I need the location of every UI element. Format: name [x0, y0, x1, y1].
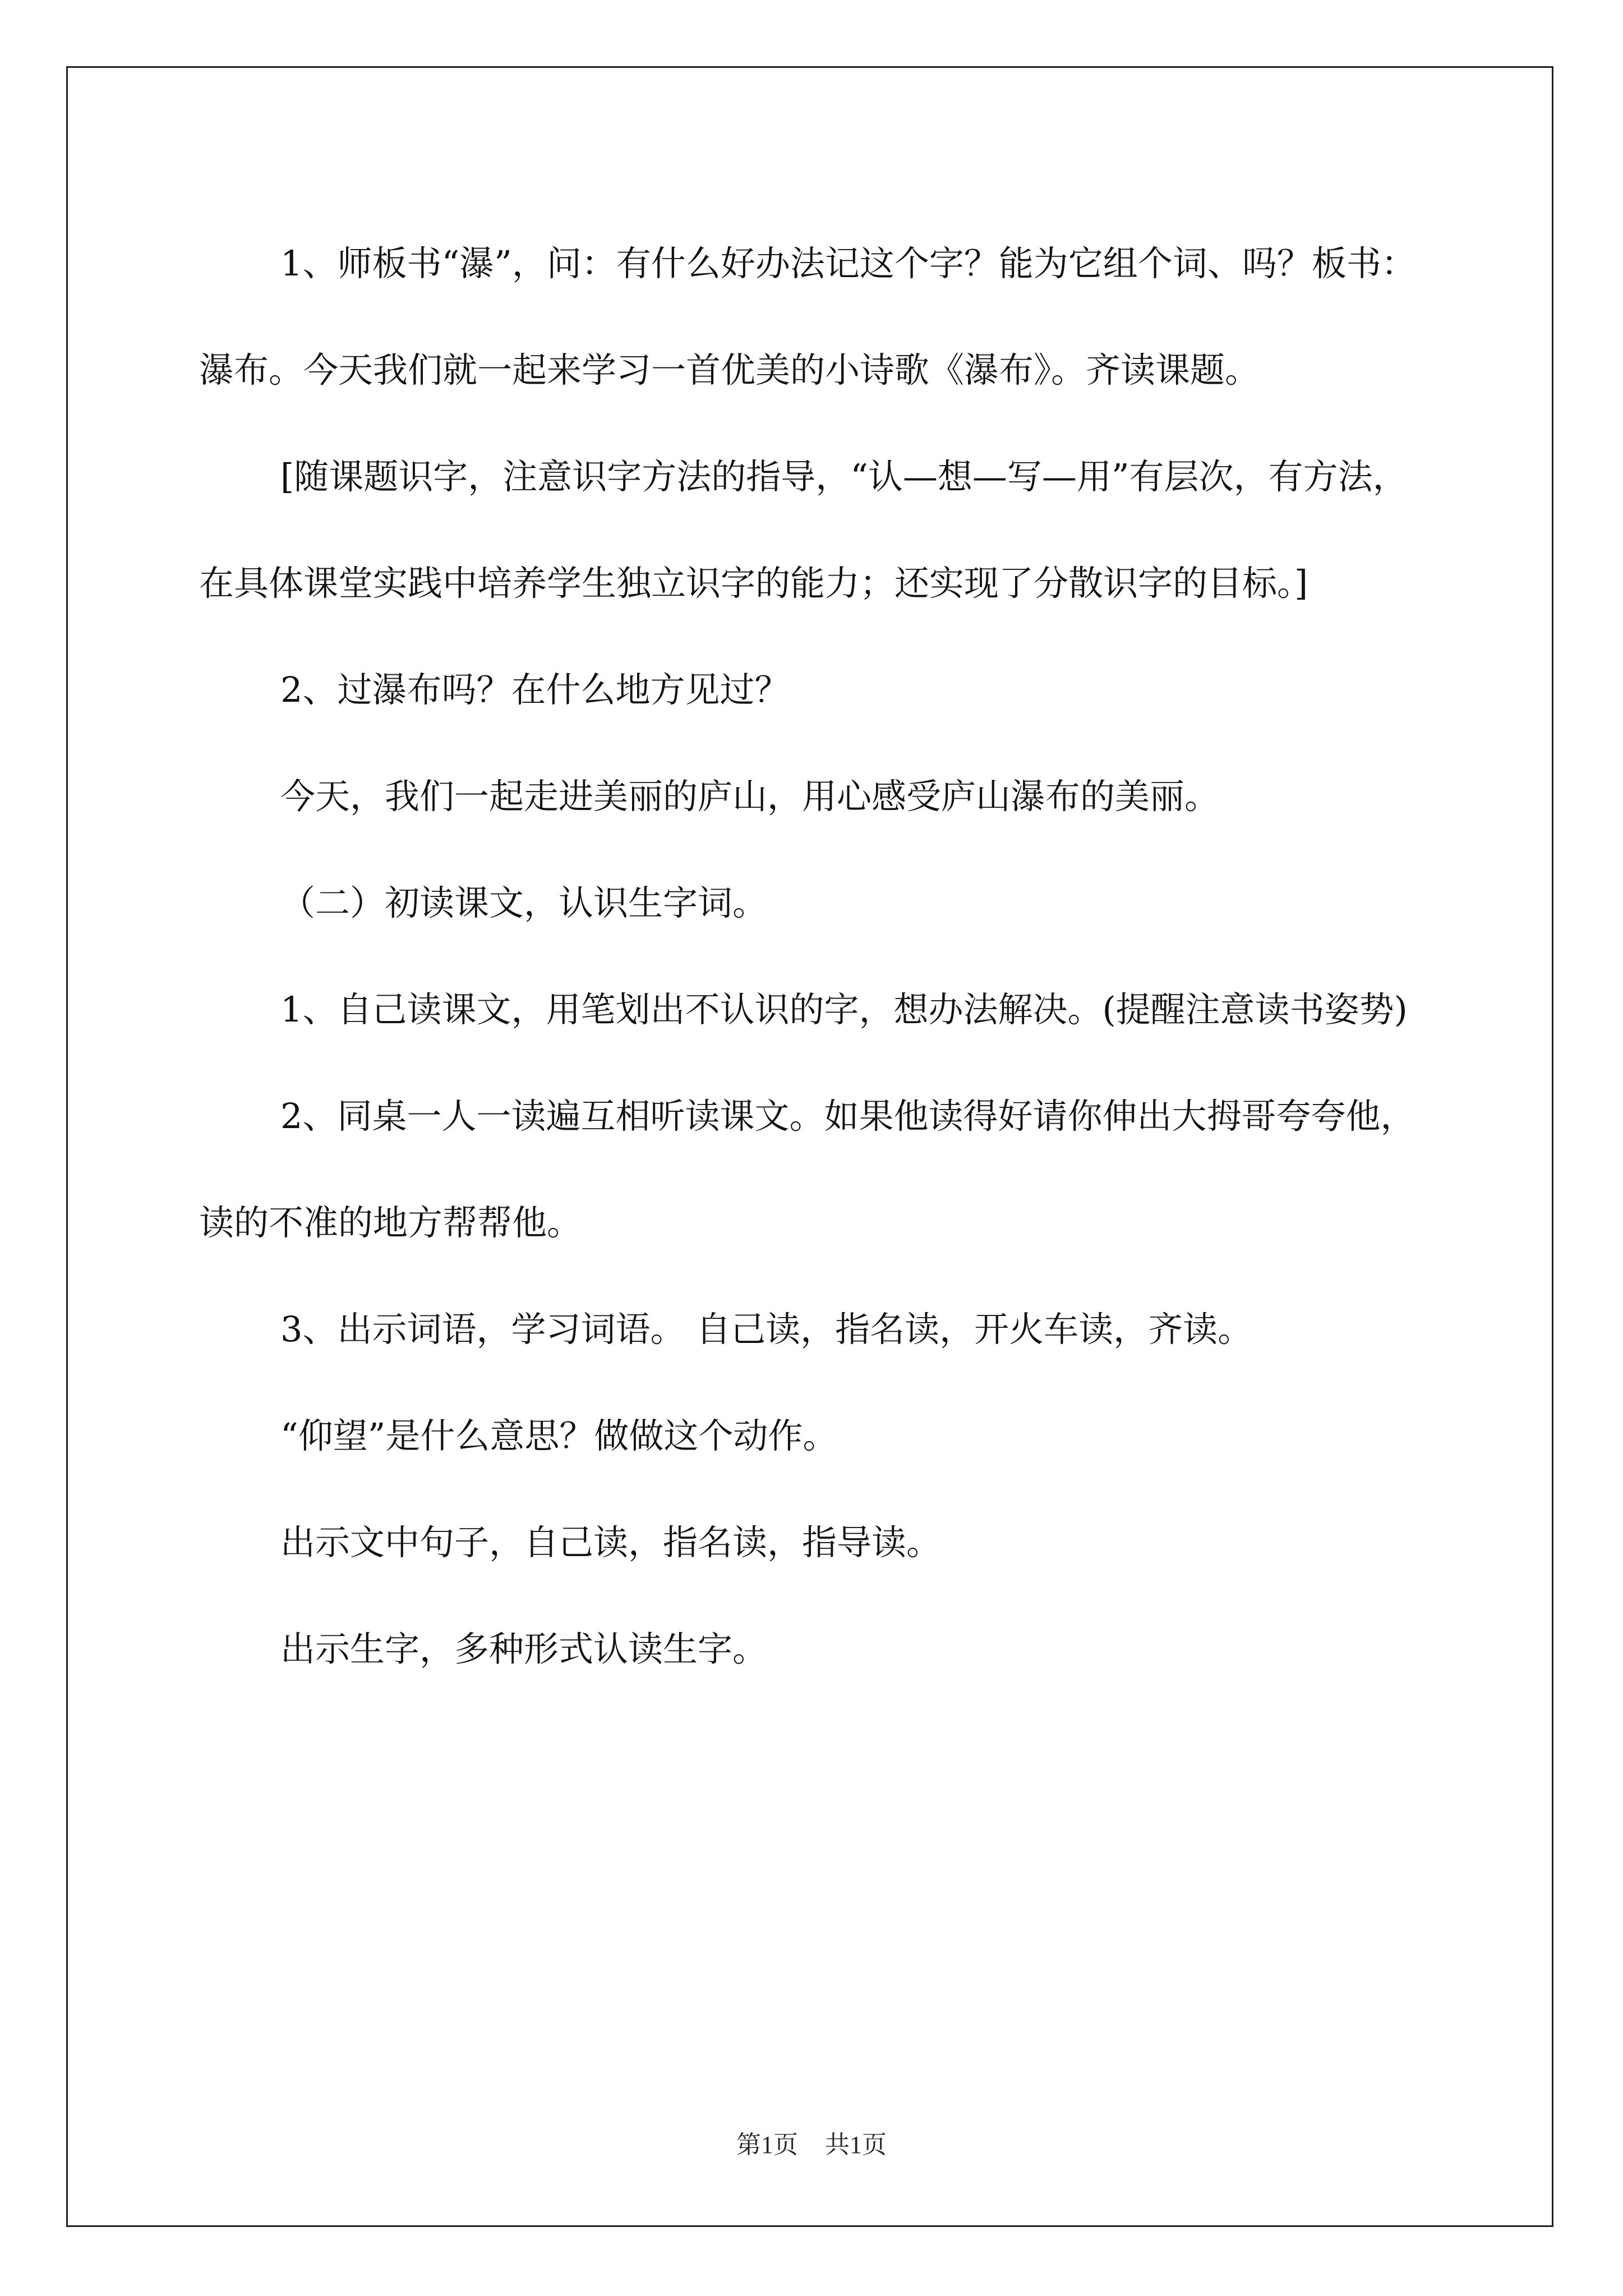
paragraph-7: 2、同桌一人一读遍互相听读课文。如果他读得好请你伸出大拇哥夸夸他，读的不准的地方帮帮他。: [199, 1096, 1415, 1243]
page-footer: [0, 2124, 1623, 2160]
paragraph-10: 出示文中句子，自己读，指名读，指导读。: [280, 1522, 942, 1563]
paragraph-4: 今天，我们一起走进美丽的庐山，用心感受庐山瀑布的美丽。: [280, 776, 1220, 817]
paragraph-11: 出示生字，多种形式认读生字。: [280, 1628, 768, 1669]
paragraph-1: 1、师板书“瀑”，问：有什么好办法记这个字？能为它组个词、吗？板书：瀑布。今天我们就一起来学习一首优美的小诗歌《瀑布》。齐读课题。: [199, 243, 1416, 390]
paragraph-5: （二）初读课文，认识生字词。: [280, 882, 768, 923]
paragraph-8: 3、出示词语，学习词语。 自己读，指名读，开火车读，齐读。: [280, 1309, 1253, 1350]
paragraph-9: “仰望”是什么意思？做做这个动作。: [280, 1415, 838, 1456]
paragraph-6: 1、自己读课文，用笔划出不认识的字，想办法解决。(提醒注意读书姿势): [280, 989, 1408, 1030]
page-number: 第1页: [736, 2131, 798, 2159]
paragraph-3: 2、过瀑布吗？在什么地方见过？: [280, 669, 790, 710]
page-total: 共1页: [825, 2131, 887, 2159]
paragraph-2: [随课题识字，注意识字方法的指导，“认—想—写—用”有层次，有方法，在具体课堂实践中培养学生独立识字的能力；还实现了分散识字的目标。]: [199, 456, 1408, 604]
document-body: [199, 210, 1422, 1703]
